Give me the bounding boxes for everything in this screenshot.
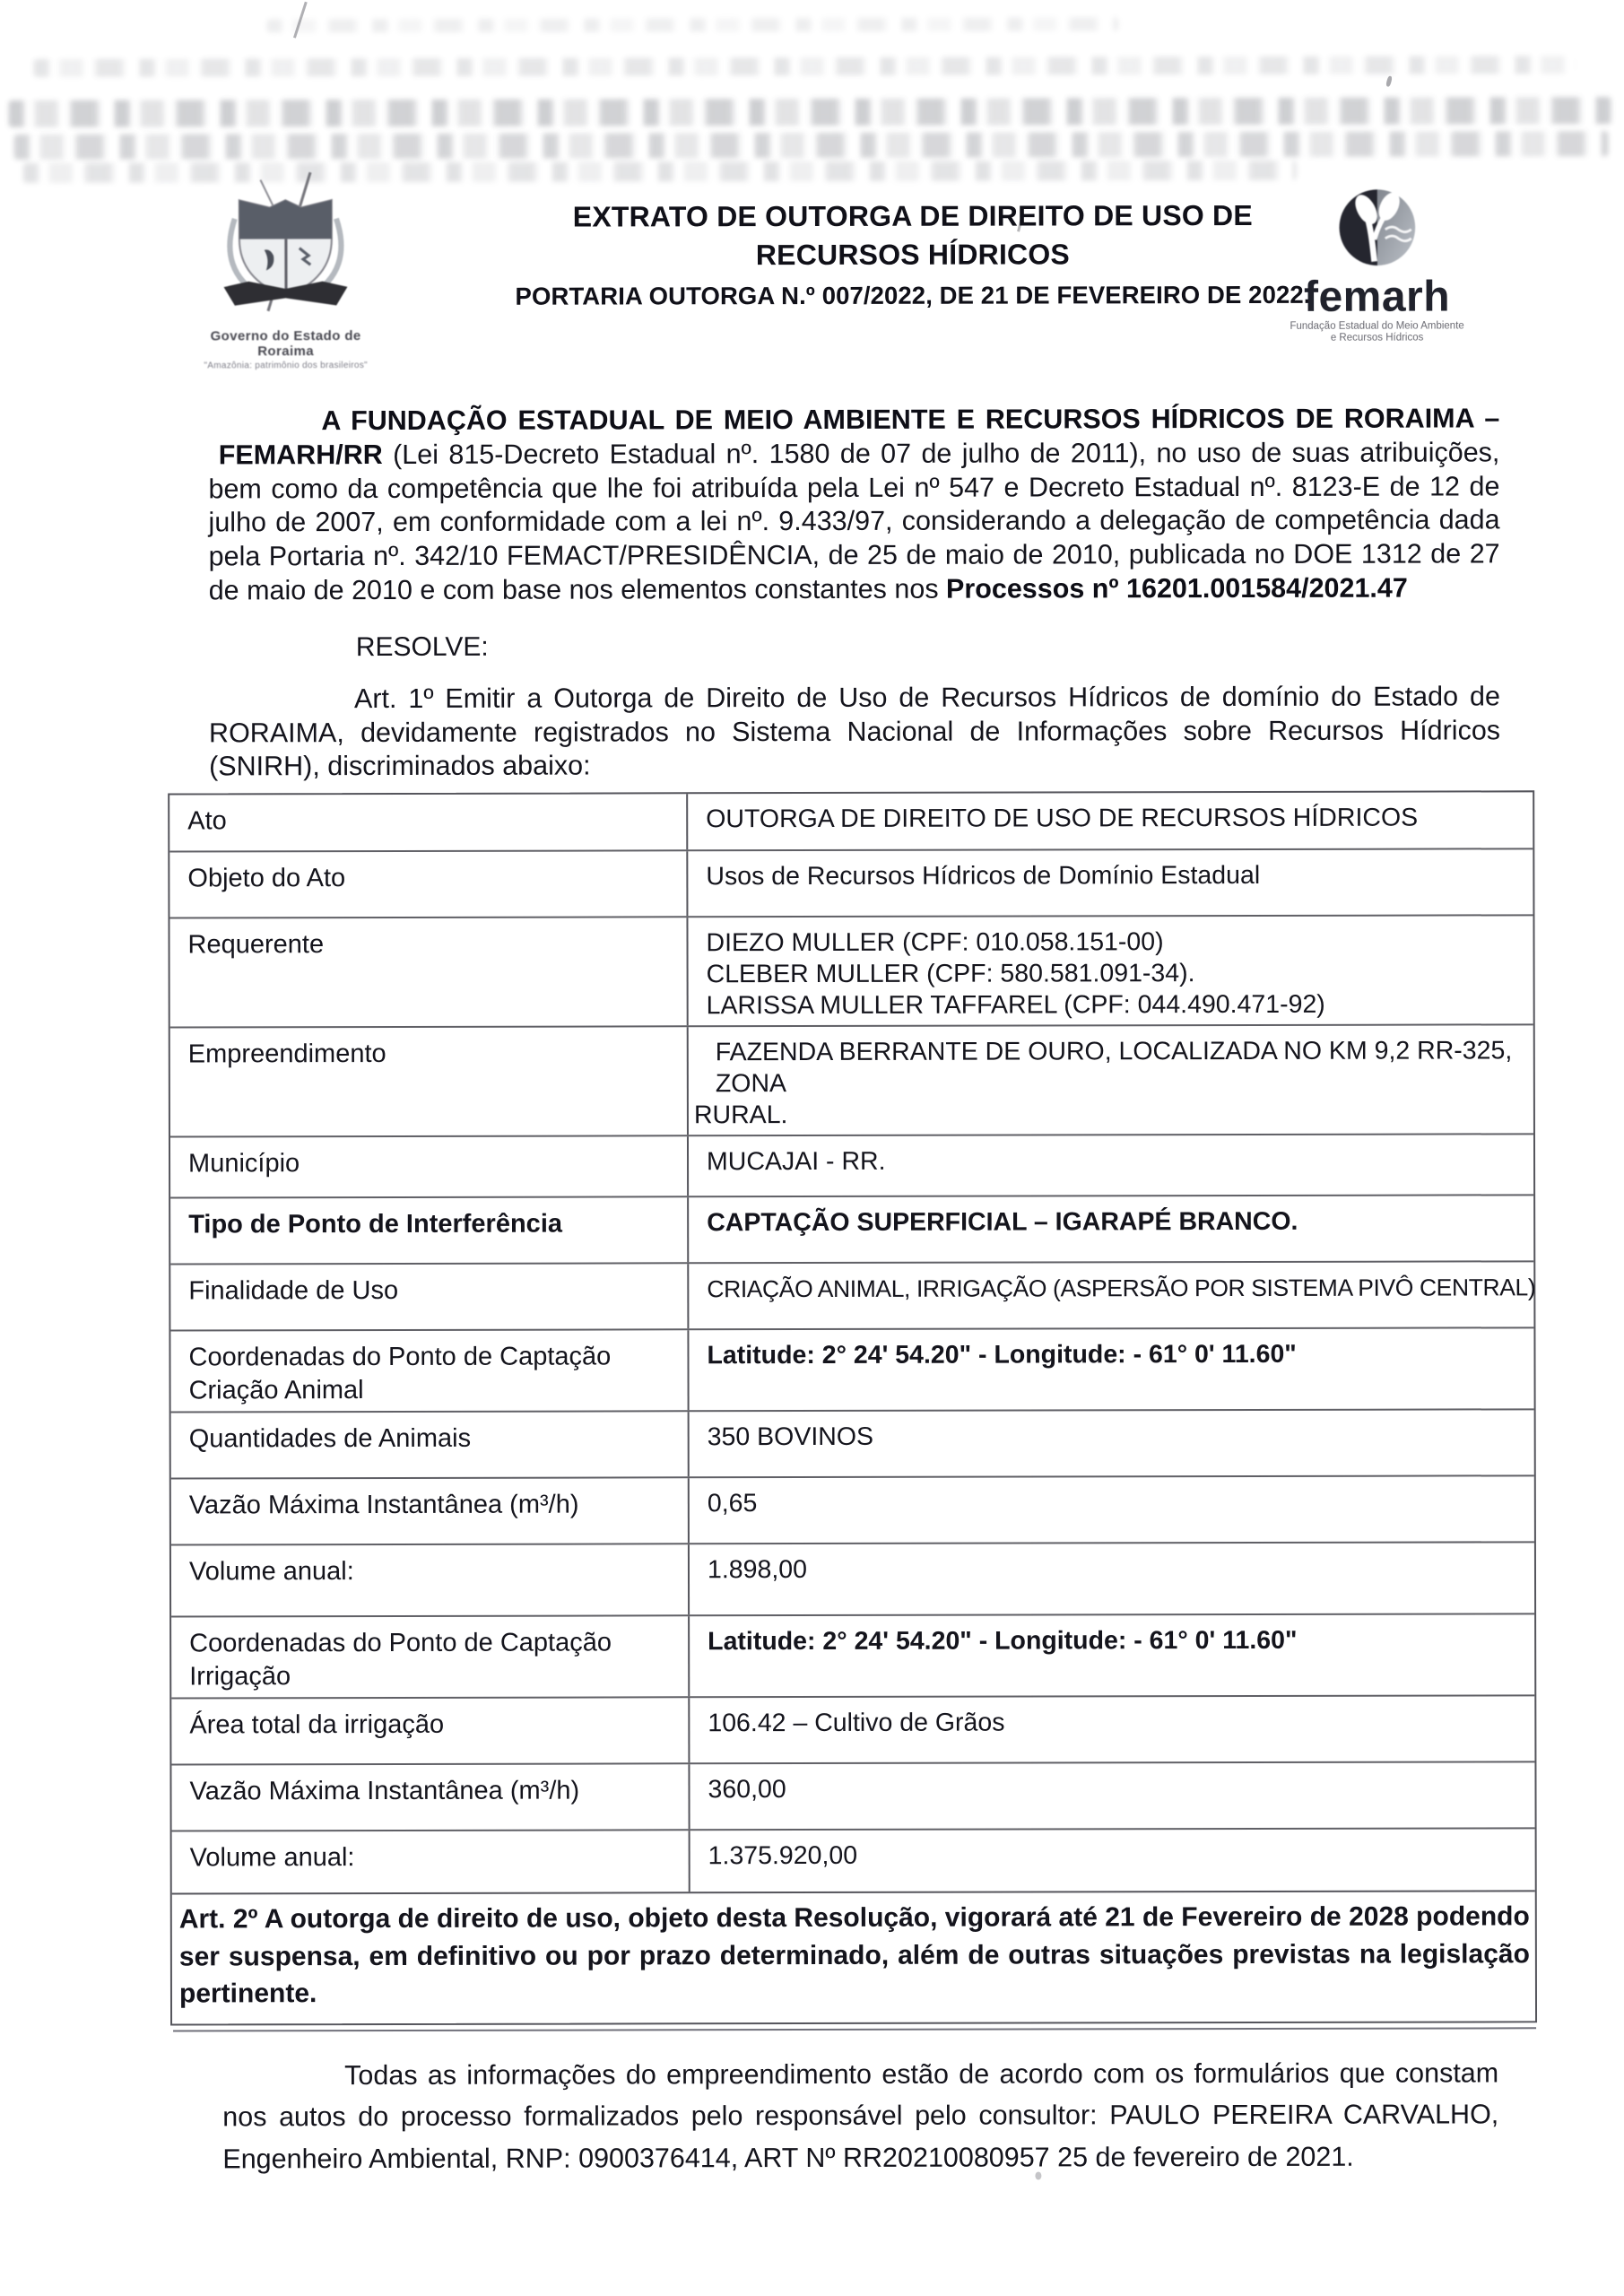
femarh-emblem-icon — [1326, 184, 1427, 272]
table-row-empreendimento — [170, 1023, 1533, 1135]
row-label-quantidade-animais: Quantidades de Animais — [188, 1423, 472, 1454]
box-double-underline — [173, 2027, 1536, 2031]
scan-bleedthrough-strip — [23, 161, 1297, 183]
grant-details-table — [169, 792, 1535, 1892]
row-label-vazao-irrigacao: Vazão Máxima Instantânea (m³/h) — [189, 1776, 580, 1806]
table-row-area-irrigacao — [171, 1694, 1534, 1763]
table-row-coordenadas-irrigacao — [171, 1613, 1534, 1697]
table-row-volume-irrigacao — [172, 1827, 1535, 1892]
preamble-body-text: (Lei 815-Decreto Estadual nº. 1580 de 07 de julho de 2011), no uso de suas atribuições, bem como da competência que lhe foi atribuída pela Lei nº 547 e Decreto Estadual nº. 8123-E de 12 de julho de 2007, em conformidade com a lei nº. 9.433/97, considerando a delegação de competência dada pela Portaria nº. 342/10 FEMACT/PRESIDÊNCIA, de 25 de maio de 2010, publicada no DOE 1312 de 27 de maio de 2010 e com base nos elementos constantes nos — [208, 437, 1500, 606]
portaria-subtitle: PORTARIA OUTORGA N.º 007/2022, DE 21 DE FEVEREIRO DE 2022. — [515, 280, 1311, 310]
scan-bleedthrough-strip — [266, 17, 1118, 32]
value-line: 360,00 — [708, 1775, 786, 1805]
table-row-requerente — [169, 914, 1533, 1026]
table-row-municipio — [170, 1133, 1533, 1196]
femarh-caption — [1281, 320, 1473, 344]
scan-bleedthrough-strip — [9, 97, 1612, 127]
value-line: CAPTAÇÃO SUPERFICIAL – IGARAPÉ BRANCO. — [707, 1207, 1298, 1238]
table-row-tipo-de-ponto — [170, 1194, 1533, 1263]
closing-paragraph: Todas as informações do empreendimento estão de acordo com os formulários que constam nos autos do processo formalizados pelo responsável pelo consultor: PAULO PEREIRA CARVALHO, Engenheiro Ambiental, RNP: 0900376414, ART Nº RR20210080957 25 de fevereiro de 2021. — [222, 2057, 1499, 2175]
row-value-ato — [686, 792, 1533, 849]
article-2-paragraph: Art. 2º A outorga de direito de uso, objeto desta Resolução, vigorará até 21 de Fevereiro de 2028 podendo ser suspensa, em definitivo ou por prazo determinado, além de outras situações previstas na legislação pertinente. — [172, 1890, 1535, 2023]
row-value-coordenadas-irrigacao — [688, 1614, 1534, 1696]
row-label-empreendimento: Empreendimento — [187, 1039, 386, 1069]
document-body — [0, 402, 1624, 2180]
value-line: 0,65 — [707, 1489, 758, 1518]
femarh-logo — [1281, 183, 1473, 344]
value-line: OUTORGA DE DIREITO DE USO DE RECURSOS HÍDRICOS — [706, 803, 1419, 834]
row-label-coordenadas-irrigacao: Coordenadas do Ponto de Captação Irrigação — [189, 1628, 612, 1692]
row-value-volume-irrigacao — [689, 1829, 1535, 1892]
row-value-vazao-criacao — [688, 1476, 1534, 1543]
roraima-coat-of-arms-icon — [207, 183, 364, 313]
value-line: DIEZO MULLER (CPF: 010.058.151-00) — [706, 927, 1164, 958]
row-label-finalidade: Finalidade de Uso — [188, 1276, 399, 1306]
row-value-coordenadas-criacao — [687, 1328, 1533, 1410]
table-row-objeto-do-ato — [169, 848, 1533, 917]
value-line: 106.42 – Cultivo de Grãos — [708, 1708, 1005, 1738]
row-value-empreendimento — [687, 1025, 1533, 1135]
row-value-tipo-de-ponto — [687, 1196, 1533, 1262]
value-line: LARISSA MULLER TAFFAREL (CPF: 044.490.471-92) — [706, 989, 1325, 1021]
row-value-finalidade — [687, 1262, 1541, 1328]
row-value-requerente — [686, 916, 1533, 1025]
row-value-vazao-irrigacao — [688, 1762, 1534, 1829]
document-title-line1: EXTRATO DE OUTORGA DE DIREITO DE USO DE — [572, 198, 1253, 233]
state-emblem — [189, 183, 382, 370]
value-line: Latitude: 2° 24' 54.20" - Longitude: - 61° 0' 11.60" — [707, 1340, 1297, 1370]
value-line: Usos de Recursos Hídricos de Domínio Estadual — [706, 861, 1261, 891]
article-1-paragraph: Art. 1º Emitir a Outorga de Direito de Uso de Recursos Hídricos de domínio do Estado de RORAIMA, devidamente registrados no Sistema Nacional de Informações sobre Recursos Hídricos (SNIRH), discriminados abaixo: — [208, 681, 1501, 782]
value-line: 350 BOVINOS — [707, 1422, 874, 1452]
row-value-area-irrigacao — [688, 1696, 1534, 1762]
row-value-quantidade-animais — [688, 1410, 1534, 1476]
row-label-tipo-de-ponto: Tipo de Ponto de Interferência — [188, 1209, 563, 1239]
row-value-municipio — [687, 1135, 1533, 1196]
row-label-requerente: Requerente — [187, 930, 325, 960]
table-row-volume-criacao — [171, 1541, 1534, 1615]
femarh-caption-line2: e Recursos Hídricos — [1330, 332, 1424, 344]
row-label-area-irrigacao: Área total da irrigação — [189, 1710, 445, 1740]
row-label-ato: Ato — [187, 806, 227, 836]
row-label-volume-irrigacao: Volume anual: — [189, 1843, 355, 1873]
value-line: FAZENDA BERRANTE DE OURO, LOCALIZADA NO KM 9,2 RR-325, ZONA — [715, 1036, 1513, 1099]
scan-bleedthrough-strip — [33, 56, 1576, 77]
value-line: CRIAÇÃO ANIMAL, IRRIGAÇÃO (ASPERSÃO POR SISTEMA PIVÔ CENTRAL) — [707, 1274, 1536, 1303]
row-label-coordenadas-criacao: Coordenadas do Ponto de Captação Criação Animal — [188, 1342, 612, 1405]
value-line: 1.375.920,00 — [708, 1841, 858, 1871]
value-line: MUCAJAI - RR. — [706, 1147, 886, 1177]
table-row-vazao-irrigacao — [171, 1761, 1534, 1830]
grant-details-box — [168, 790, 1537, 2025]
row-label-vazao-criacao: Vazão Máxima Instantânea (m³/h) — [188, 1490, 579, 1520]
state-emblem-caption: Governo do Estado de Roraima — [210, 328, 361, 360]
resolve-label: RESOLVE: — [355, 631, 489, 662]
value-line: RURAL. — [693, 1100, 788, 1130]
preamble-paragraph — [208, 402, 1499, 608]
femarh-caption-line1: Fundação Estadual do Meio Ambiente — [1290, 320, 1464, 332]
table-row-quantidade-animais — [171, 1408, 1534, 1477]
row-value-volume-criacao — [688, 1543, 1534, 1614]
row-label-objeto-do-ato: Objeto do Ato — [187, 864, 346, 893]
value-line: 1.898,00 — [707, 1555, 807, 1585]
row-label-volume-criacao: Volume anual: — [188, 1557, 354, 1587]
value-line: CLEBER MULLER (CPF: 580.581.091-34). — [706, 959, 1195, 989]
row-label-municipio: Município — [188, 1149, 300, 1178]
document-title-line2: RECURSOS HÍDRICOS — [755, 238, 1070, 272]
value-line: Latitude: 2° 24' 54.20" - Longitude: - 61° 0' 11.60" — [708, 1626, 1298, 1657]
scan-bleedthrough-strip — [14, 131, 1609, 160]
row-value-objeto-do-ato — [686, 849, 1533, 916]
table-row-coordenadas-criacao — [170, 1326, 1533, 1411]
table-row-finalidade — [170, 1260, 1536, 1329]
preamble-process-number: Processos nº 16201.001584/2021.47 — [945, 572, 1408, 604]
state-emblem-tagline: "Amazônia: patrimônio dos brasileiros" — [204, 361, 368, 371]
table-row-vazao-criacao — [171, 1474, 1534, 1544]
preamble-bold-intro: A FUNDAÇÃO ESTADUAL DE MEIO AMBIENTE E RECURSOS HÍDRICOS DE RORAIMA – FEMARH/RR — [208, 403, 1500, 471]
table-row-ato — [169, 792, 1533, 850]
femarh-wordmark: femarh — [1303, 273, 1451, 321]
scan-speck — [1385, 75, 1393, 87]
